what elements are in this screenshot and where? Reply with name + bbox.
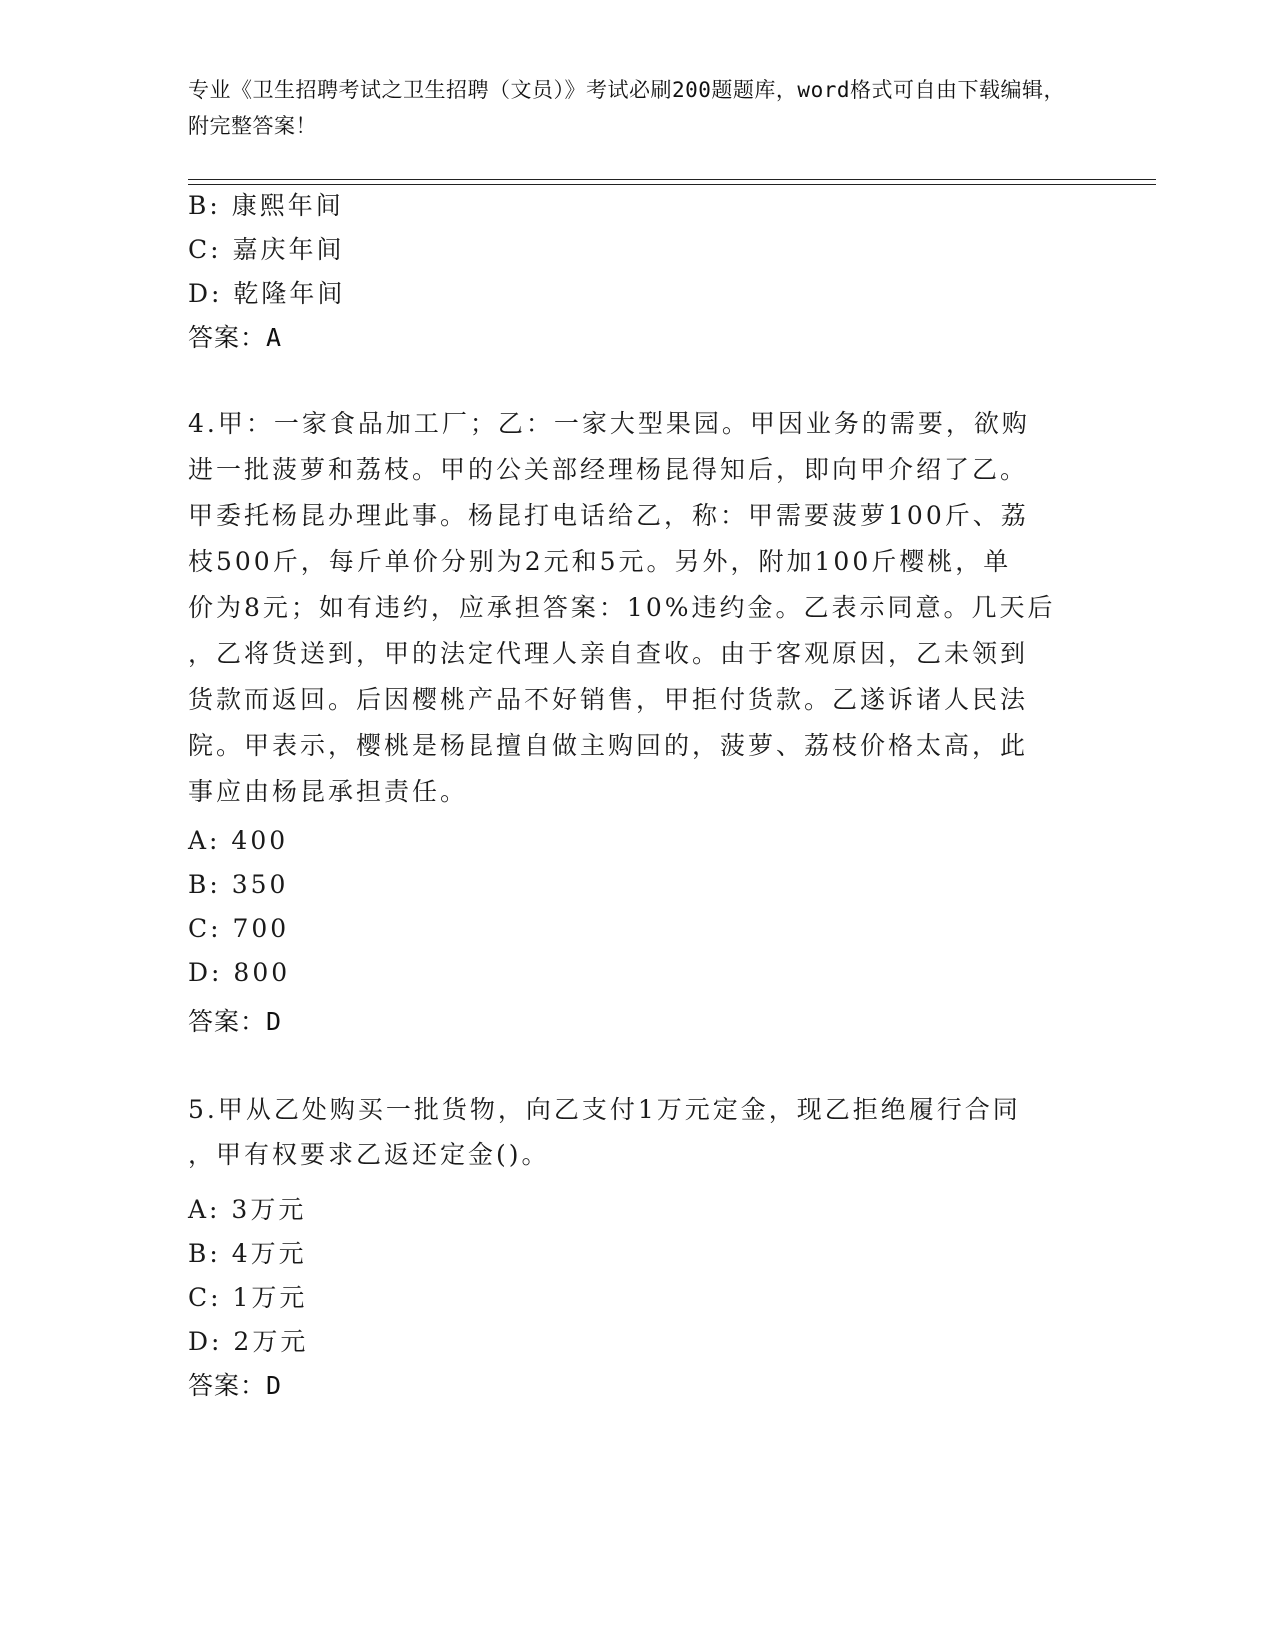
q5-option-b: B: 4万元 [188,1239,307,1268]
q5-option-a: A: 3万元 [188,1195,307,1224]
q4-text-line: 价为8元；如有违约，应承担答案：10%违约金。乙表示同意。几天后 [188,593,1056,622]
q5-text-line: ，甲有权要求乙返还定金()。 [188,1140,550,1169]
q4-option-a: A: 400 [188,826,289,855]
q4-text-line: 院。甲表示，樱桃是杨昆擅自做主购回的，菠萝、荔枝价格太高，此 [188,731,1029,760]
document-header: 专业《卫生招聘考试之卫生招聘（文员）》考试必刷200题题库，word格式可自由下载编辑，附完整答案！ [188,78,1065,138]
q4-option-d: D: 800 [188,958,291,987]
q3-answer: 答案：A [188,323,283,352]
header-divider-bottom [188,184,1156,185]
q3-option-c: C: 嘉庆年间 [188,235,345,264]
q4-text-line: 枝500斤，每斤单价分别为2元和5元。另外，附加100斤樱桃，单 [188,547,1012,576]
q5-text-line: 5.甲从乙处购买一批货物，向乙支付1万元定金，现乙拒绝履行合同 [188,1095,1021,1124]
q5-option-d: D: 2万元 [188,1327,309,1356]
q4-text-line: 货款而返回。后因樱桃产品不好销售，甲拒付货款。乙遂诉诸人民法 [188,685,1029,714]
q4-option-c: C: 700 [188,914,290,943]
q4-text-line: 事应由杨昆承担责任。 [188,777,469,806]
q5-option-c: C: 1万元 [188,1283,308,1312]
q4-option-b: B: 350 [188,870,289,899]
q5-answer: 答案：D [188,1371,283,1400]
q4-text-line: 进一批菠萝和荔枝。甲的公关部经理杨昆得知后，即向甲介绍了乙。 [188,455,1029,484]
header-divider-top [188,179,1156,180]
q4-text-line: ，乙将货送到，甲的法定代理人亲自查收。由于客观原因，乙未领到 [188,639,1029,668]
q4-text-line: 甲委托杨昆办理此事。杨昆打电话给乙，称：甲需要菠萝100斤、荔 [188,501,1029,530]
q3-option-d: D: 乾隆年间 [188,279,346,308]
q3-option-b: B: 康熙年间 [188,191,344,220]
q4-answer: 答案：D [188,1007,283,1036]
q4-text-line: 4.甲：一家食品加工厂；乙：一家大型果园。甲因业务的需要，欲购 [188,409,1030,438]
